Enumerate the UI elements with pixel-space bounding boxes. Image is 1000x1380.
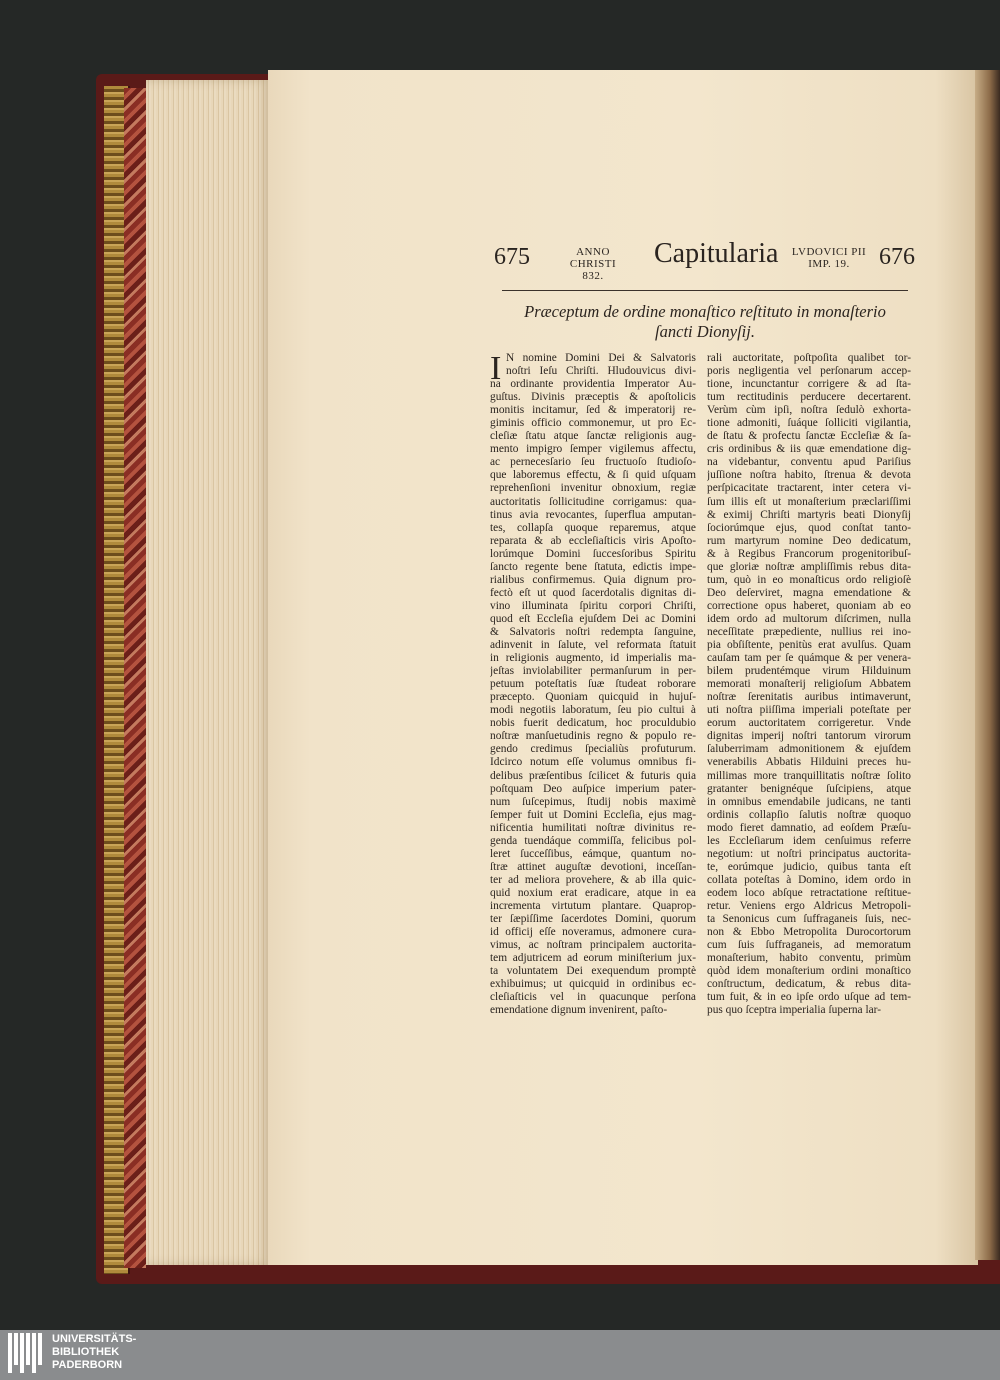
document-title (500, 302, 910, 342)
text-line: neceſſitate præpediente, nullius rei ino- (707, 625, 911, 638)
text-line: millimas more tranquillitatis noſtræ ſolito (707, 769, 911, 782)
text-line: noſtri Ieſu Chriſti. Hludouvicus divi- (506, 365, 696, 378)
text-line: ſum illis eſt ut monaſterium præclariſſimi (707, 495, 911, 508)
text-line: idem ordo ad multorum diſcrimen, nulla (707, 612, 911, 625)
text-line: cleſiæ ſtatu atque ſanctæ religionis aug- (490, 430, 696, 443)
text-line: tum, quò in eo monaſticus ordo religioſè (707, 573, 911, 586)
title-line: ſancti Dionyſij. (655, 322, 755, 341)
text-line: guſtus. Divinis præceptis & apoſtolicis (490, 391, 696, 404)
text-line: ſemper fuit ut Domini Eccleſia, ejus mag- (490, 808, 696, 821)
text-line: monitis incitamur, ſed & imperatorij re- (490, 404, 696, 417)
text-line: giminis officio commonemur, ut pro Ec- (490, 417, 696, 430)
text-line: poſtquam Deo auſpice imperium pater- (490, 782, 696, 795)
text-line: vimus, ac noſtram principalem auctorita- (490, 939, 696, 952)
text-line: dignitas imperij noſtri tantorum virorum (707, 730, 911, 743)
library-name-line: UNIVERSITÄTS- (52, 1333, 137, 1345)
text-line: gratanter benignéque ſuſcipiens, atque (707, 782, 911, 795)
text-line: juſſione noſtra habito, ſtrenua & devota (707, 469, 911, 482)
library-logo-icon (8, 1333, 46, 1373)
text-line: & eximij Chriſti martyris beati Dionyſij (707, 508, 911, 521)
title-line: Præceptum de ordine monaſtico reſtituto in monaſterio (524, 302, 886, 321)
text-line: tem adjutricem ad eorum miniſterium jux- (490, 952, 696, 965)
header-rule (502, 290, 908, 291)
text-line: leret ſucceſſibus, eámque, quantum no- (490, 847, 696, 860)
text-line: uti noſtra piiſſima imperiali poteſtate per (707, 704, 911, 717)
text-line: modo fieret damnatio, ad eoſdem Præſu- (707, 821, 911, 834)
text-line: na ordinante providentia Imperator Au- (490, 378, 696, 391)
running-header (0, 238, 1000, 282)
drop-cap: I (490, 350, 502, 387)
text-line: mento impigro ſemper vigilemus affectu, (490, 443, 696, 456)
library-name-line: PADERBORN (52, 1359, 123, 1371)
text-line: correctione opus haberet, quoniam ab eo (707, 599, 911, 612)
text-line: ſtræ attinet auguſtæ devotioni, inceſſan- (490, 860, 696, 873)
text-line: in omnibus emendabile judicans, ne tanti (707, 795, 911, 808)
text-line: noſtræ manſuetudinis regno & populo re- (490, 730, 696, 743)
text-line: emendatione dignum invenirent, paſto- (490, 1004, 668, 1017)
text-line: na videbantur, conventu apud Pariſius (707, 456, 911, 469)
text-line: N nomine Domini Dei & Salvatoris (506, 352, 696, 364)
text-line: cum ſuis ſuffraganeis, ad memoratum (707, 939, 911, 952)
text-line: & à Regibus Francorum progenitoribuſ- (707, 547, 911, 560)
text-line: ſancto regente bene ſtatuta, edictis impe- (490, 560, 696, 573)
text-line: que laboremus effectu, & ſi quid uſquam (490, 469, 696, 482)
library-footer (0, 1330, 1000, 1380)
text-line: delibus præſentibus ſcilicet & futuris quia (490, 769, 696, 782)
text-line: auctoritatis ſollicitudine corrigamus: qua- (490, 495, 696, 508)
text-line: negotium: ut noſtri principatus auctorita- (707, 847, 911, 860)
page-number-left: 675 (494, 244, 530, 270)
text-line: tum rectitudinis perducere decertarent. (707, 391, 911, 404)
text-line: Idcirco notum eſſe volumus omnibus fi- (490, 756, 696, 769)
library-name-line: BIBLIOTHEK (52, 1346, 120, 1358)
text-line: tum fuit, & in eo ipſe ordo uſque ad tem- (707, 991, 911, 1004)
text-line: tes, collapſa quoque reparemus, atque (490, 521, 696, 534)
text-line: collata poteſtas à Domino, idem ordo in (707, 873, 911, 886)
text-line: poris negligentia vel perſonarum accep- (707, 365, 911, 378)
text-line: te, eorúmque judicio, quibus tanta eſt (707, 860, 911, 873)
text-line: Deo deſerviret, magna emendatione & (707, 586, 911, 599)
logo-bar (8, 1333, 12, 1373)
imperial-year: IMP. 19. (808, 258, 850, 270)
text-line: ordinis collapſio ſalutis noſtræ quoquo (707, 808, 911, 821)
ludovici-label: LVDOVICI PII (791, 246, 867, 258)
text-line: vino illuminata ſpiritu corpori Chriſti, (490, 599, 696, 612)
text-line: reprehenſioni invenitur obnoxium, regiæ (490, 482, 696, 495)
text-line: pia obſiſtente, penitùs erat avulſus. Quam (707, 639, 911, 652)
text-line: conſtructum, dedicatum, & rebus dita- (707, 978, 911, 991)
text-line: modi negotiis laboratum, ſeu pio cultui à (490, 704, 696, 717)
ludovici-pii (784, 246, 874, 270)
text-line: nificentia humilitati noſtræ divinitus re- (490, 821, 696, 834)
text-line: num ſuſcepimus, ſtudij nobis maximè (490, 795, 696, 808)
text-line: non & Ebbo Metropolita Durocortorum (707, 926, 911, 939)
text-line: cleſiaſticis vel in quacunque perſona (490, 991, 696, 1004)
text-line: memorati monaſterij religioſum Abbatem (707, 678, 911, 691)
text-line: jeſtas inviolabiliter permanſurum in per- (490, 665, 696, 678)
text-line: & Salvatoris noſtri redempta ſanguine, (490, 625, 696, 638)
text-line: tione admoniti, ſuáque ſolliciti vigilantia, (707, 417, 911, 430)
text-line: que gloriæ noſtræ ampliſſimis rebus dita- (707, 560, 911, 573)
text-line: cauſam tam per ſe quámque & per venera- (707, 652, 911, 665)
text-line: in religionis augmento, id imperialis ma- (490, 652, 696, 665)
text-line: tinus avia revocantes, ſuperflua amputan- (490, 508, 696, 521)
text-line: rum martyrum nomine Deo dedicatum, (707, 534, 911, 547)
text-line: ter ad meliora provehere, & ab illa quic- (490, 873, 696, 886)
text-line: quod eſt Eccleſia ejuſdem Dei ac Domini (490, 612, 696, 625)
left-text-column (490, 352, 696, 1017)
text-line: ſociorúmque ejus, quod conſtat tanto- (707, 521, 911, 534)
anno-label: ANNO CHRISTI (569, 246, 617, 270)
text-line: monaſterium, habito conventu, primùm (707, 952, 911, 965)
text-line: noſtræ ſerenitatis auribus intimaverunt, (707, 691, 911, 704)
text-line: præcepto. Quoniam quicquid in hujuſ- (490, 691, 696, 704)
text-line: quòd idem monaſterium ordini monaſtico (707, 965, 911, 978)
text-line: les Eccleſiarum idem cenſuimus referre (707, 834, 911, 847)
text-line: incrementa virtutum plantare. Quaprop- (490, 899, 696, 912)
text-line: ſaluberrimam admonitionem & ejuſdem (707, 743, 911, 756)
running-title: Capitularia (654, 238, 779, 269)
text-line: Verùm cùm ipſi, noſtra ſedulò exhorta- (707, 404, 911, 417)
text-line: exhibuimus; ut quicquid in ordinibus ec- (490, 978, 696, 991)
logo-bar (14, 1333, 18, 1365)
text-line: venerabilis Abbatis Hilduini preces hu- (707, 756, 911, 769)
text-line: rali auctoritate, poſtpoſita qualibet tor- (707, 352, 911, 364)
text-line: lorúmque Domini ſuccesſoribus Spiritu (490, 547, 696, 560)
text-line: nobis fuerit dedicatum, hoc proculdubio (490, 717, 696, 730)
text-line: fectò eſt ut quod ſacerdotalis dignitas di- (490, 586, 696, 599)
logo-bar (26, 1333, 30, 1365)
text-line: ac pernecesſario ſeu fructuoſo ſtudioſo- (490, 456, 696, 469)
text-line: cris ordinibus & iis quæ emendatione dig- (707, 443, 911, 456)
text-line: ta Senonicus cum ſuffraganeis ſuis, nec- (707, 913, 911, 926)
text-line: gendo credimus ſpecialiùs profuturum. (490, 743, 696, 756)
text-line: eorum auctoritatem corrigeretur. Vnde (707, 717, 911, 730)
text-line: reparata & ab eccleſiaſticis viris Apoſto- (490, 534, 696, 547)
text-line: ter ſæpiſſime ſacerdotes Domini, quorum (490, 913, 696, 926)
text-line: petuum poteſtatis ſuæ ſtudeat roborare (490, 678, 696, 691)
text-line: tione, incunctantur corrigere & ad ſta- (707, 378, 911, 391)
logo-bar (20, 1333, 24, 1373)
anno-year: 832. (582, 270, 604, 282)
right-text-column (707, 352, 911, 1017)
anno-christi (552, 246, 634, 282)
text-line: de ſtatu & profectu ſanctæ Eccleſiæ & ſa- (707, 430, 911, 443)
text-line: pus quo ſceptra imperialia ſuperna lar- (707, 1004, 882, 1017)
logo-bar (38, 1333, 42, 1365)
library-name (52, 1333, 136, 1372)
text-line: ta voluntatem Dei exequendum promptè (490, 965, 696, 978)
text-line: perſpicacitate tractarent, inter cetera vi- (707, 482, 911, 495)
text-line: bilem prudentémque virum Hilduinum (707, 665, 911, 678)
text-line: quid noxium erat eradicare, atque in ea (490, 886, 696, 899)
page-number-right: 676 (879, 244, 915, 270)
text-line: eodem loco abſque retractatione reſtitue- (707, 886, 911, 899)
text-line: rialibus confirmemus. Quia dignum pro- (490, 573, 696, 586)
text-line: id officij eſſe noveramus, admonere cura- (490, 926, 696, 939)
text-line: genda tuendáque commiſſa, felicibus pol- (490, 834, 696, 847)
text-line: retur. Veniens ergo Aldricus Metropoli- (707, 899, 911, 912)
text-line: adinvenit in ſalute, vel reformata ſtatuit (490, 639, 696, 652)
logo-bar (32, 1333, 36, 1373)
